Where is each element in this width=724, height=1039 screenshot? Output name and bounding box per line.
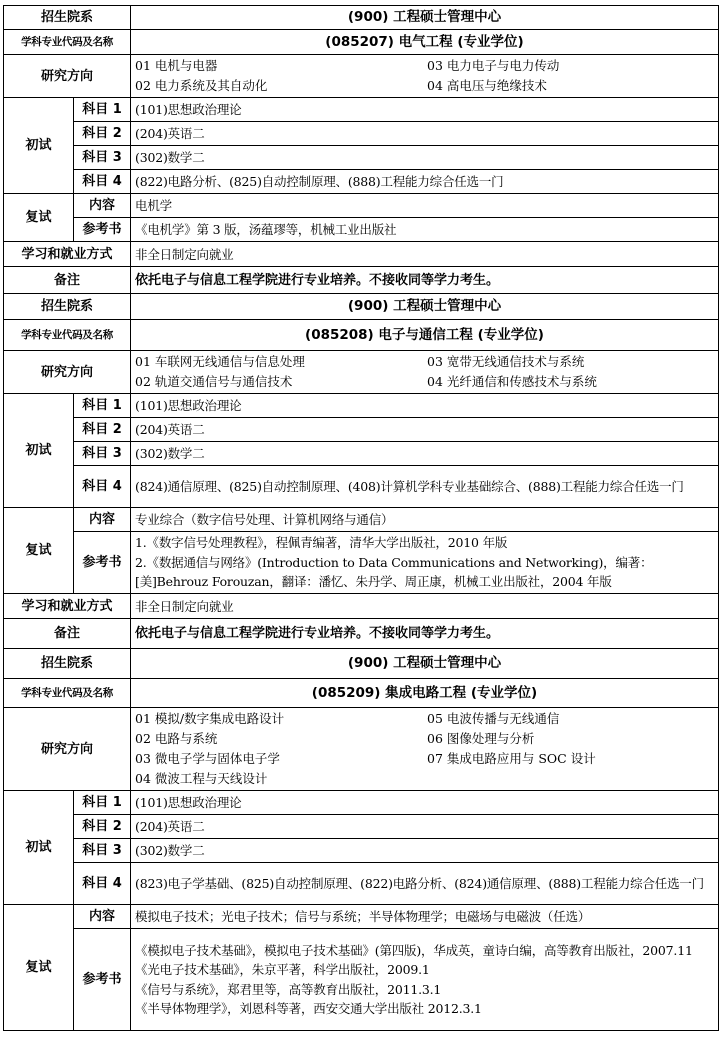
major-value: (085208) 电子与通信工程 (专业学位)	[131, 320, 719, 351]
major-label: 学科专业代码及名称	[4, 679, 131, 708]
school-label: 招生院系	[4, 649, 131, 679]
subject-3-label: 科目 3	[74, 839, 131, 863]
direction-list	[131, 708, 719, 791]
program-1-remark-row	[4, 267, 719, 294]
direction-item: 02 电力系统及其自动化	[135, 78, 268, 93]
direction-item: 04 微波工程与天线设计	[135, 771, 268, 786]
refbooks-value	[131, 532, 719, 594]
subject-4-label: 科目 4	[74, 170, 131, 194]
program-3-school-row	[4, 649, 719, 679]
refbook-item: 《电机学》第 3 版，汤蕴璆等，机械工业出版社	[135, 221, 397, 237]
subject-2-value: (204)英语二	[131, 418, 719, 442]
school-value: (900) 工程硕士管理中心	[131, 294, 719, 320]
direction-item: 07 集成电路应用与 SOC 设计	[427, 751, 596, 766]
program-1-subject-2-row	[4, 122, 719, 146]
major-label: 学科专业代码及名称	[4, 30, 131, 55]
subject-4-label: 科目 4	[74, 466, 131, 508]
refbook-item: 《半导体物理学》，刘恩科等著，西安交通大学出版社 2012.3.1	[135, 1001, 482, 1016]
remark-value: 依托电子与信息工程学院进行专业培养。不接收同等学力考生。	[131, 267, 719, 294]
refbook-item: 《模拟电子技术基础》，模拟电子技术基础》(第四版)，华成英，童诗白编，高等教育出版社，2007.11	[135, 942, 693, 958]
direction-item: 03 微电子学与固体电子学	[135, 751, 280, 766]
school-value: (900) 工程硕士管理中心	[131, 649, 719, 679]
program-3-major-row	[4, 679, 719, 708]
program-3-subject-2-row	[4, 815, 719, 839]
program-2-subject-3-row	[4, 442, 719, 466]
refbooks-label: 参考书	[74, 218, 131, 242]
program-1-subject-3-row	[4, 146, 719, 170]
subject-1-label: 科目 1	[74, 791, 131, 815]
direction-item: 05 电波传播与无线通信	[427, 711, 560, 726]
refbook-item: 《信号与系统》，郑君里等，高等教育出版社，2011.3.1	[135, 981, 442, 997]
program-2-subject-4-row	[4, 466, 719, 508]
subject-4-value: (824)通信原理、(825)自动控制原理、(408)计算机学科专业基础综合、(888)工程能力综合任选一门	[131, 466, 719, 508]
program-1-refbook-row	[4, 218, 719, 242]
subject-4-label: 科目 4	[74, 863, 131, 905]
program-1-subject-1-row	[4, 98, 719, 122]
refbook-item: 2.《数据通信与网络》(Introduction to Data Communications and Networking)，编著：[美]Behrouz Forouzan，翻译：潘忆、朱丹学、周正康，机械工业出版社，2004 年版	[135, 554, 653, 590]
remark-label: 备注	[4, 267, 131, 294]
program-3-subject-1-row	[4, 791, 719, 815]
subject-3-value: (302)数学二	[131, 839, 719, 863]
subject-1-value: (101)思想政治理论	[131, 791, 719, 815]
major-label: 学科专业代码及名称	[4, 320, 131, 351]
school-label: 招生院系	[4, 6, 131, 30]
direction-item: 06 图像处理与分析	[427, 731, 535, 746]
retest-content-value: 专业综合（数字信号处理、计算机网络与通信）	[131, 508, 719, 532]
school-value: (900) 工程硕士管理中心	[131, 6, 719, 30]
refbooks-label: 参考书	[74, 532, 131, 594]
school-label: 招生院系	[4, 294, 131, 320]
program-2-retest-content-row	[4, 508, 719, 532]
major-value: (085207) 电气工程 (专业学位)	[131, 30, 719, 55]
direction-label: 研究方向	[4, 351, 131, 394]
subject-1-value: (101)思想政治理论	[131, 98, 719, 122]
direction-label: 研究方向	[4, 708, 131, 791]
program-2-remark-row	[4, 619, 719, 649]
prelim-label: 初试	[4, 791, 74, 905]
direction-list	[131, 351, 719, 394]
subject-4-value: (822)电路分析、(825)自动控制原理、(888)工程能力综合任选一门	[131, 170, 719, 194]
refbook-item: 1.《数字信号处理教程》，程佩青编著，清华大学出版社，2010 年版	[135, 535, 508, 551]
program-3-refbook-row	[4, 929, 719, 1031]
subject-2-value: (204)英语二	[131, 122, 719, 146]
program-3-subject-4-row	[4, 863, 719, 905]
refbooks-label: 参考书	[74, 929, 131, 1031]
program-1-study-mode-row	[4, 242, 719, 267]
direction-item	[427, 769, 714, 789]
subject-2-label: 科目 2	[74, 418, 131, 442]
retest-content-value: 模拟电子技术；光电子技术；信号与系统；半导体物理学；电磁场与电磁波（任选）	[131, 905, 719, 929]
direction-item: 01 电机与电器	[135, 58, 218, 73]
program-1-retest-content-row	[4, 194, 719, 218]
direction-item: 04 高电压与绝缘技术	[427, 78, 547, 93]
direction-item: 02 轨道交通信号与通信技术	[135, 374, 293, 389]
remark-label: 备注	[4, 619, 131, 649]
program-2-direction-row	[4, 351, 719, 394]
subject-1-label: 科目 1	[74, 98, 131, 122]
study-mode-value: 非全日制定向就业	[131, 594, 719, 619]
major-value: (085209) 集成电路工程 (专业学位)	[131, 679, 719, 708]
program-1-direction-row	[4, 55, 719, 98]
content-label: 内容	[74, 194, 131, 218]
subject-3-value: (302)数学二	[131, 146, 719, 170]
program-2-school-row	[4, 294, 719, 320]
program-1-school-row	[4, 6, 719, 30]
program-2-refbook-row	[4, 532, 719, 594]
subject-4-value: (823)电子学基础、(825)自动控制原理、(822)电路分析、(824)通信原理、(888)工程能力综合任选一门	[131, 863, 719, 905]
program-1-subject-4-row	[4, 170, 719, 194]
subject-3-value: (302)数学二	[131, 442, 719, 466]
subject-1-label: 科目 1	[74, 394, 131, 418]
program-3-retest-content-row	[4, 905, 719, 929]
direction-item: 03 宽带无线通信技术与系统	[427, 354, 585, 369]
subject-2-label: 科目 2	[74, 122, 131, 146]
content-label: 内容	[74, 905, 131, 929]
program-2-study-mode-row	[4, 594, 719, 619]
program-3-subject-3-row	[4, 839, 719, 863]
refbooks-value	[131, 929, 719, 1031]
retest-label: 复试	[4, 508, 74, 594]
direction-item: 04 光纤通信和传感技术与系统	[427, 374, 597, 389]
subject-3-label: 科目 3	[74, 442, 131, 466]
prelim-label: 初试	[4, 394, 74, 508]
program-3-direction-row	[4, 708, 719, 791]
study-mode-label: 学习和就业方式	[4, 242, 131, 267]
subject-1-value: (101)思想政治理论	[131, 394, 719, 418]
direction-list	[131, 55, 719, 98]
program-2-subject-2-row	[4, 418, 719, 442]
subject-3-label: 科目 3	[74, 146, 131, 170]
program-2-major-row	[4, 320, 719, 351]
direction-item: 03 电力电子与电力传动	[427, 58, 560, 73]
program-1-major-row	[4, 30, 719, 55]
refbook-item: 《光电子技术基础》，朱京平著，科学出版社，2009.1	[135, 962, 430, 977]
retest-content-value: 电机学	[131, 194, 719, 218]
admission-table	[3, 5, 719, 1031]
direction-item: 01 车联网无线通信与信息处理	[135, 354, 305, 369]
direction-label: 研究方向	[4, 55, 131, 98]
refbooks-value	[131, 218, 719, 242]
subject-2-value: (204)英语二	[131, 815, 719, 839]
direction-item: 01 模拟/数字集成电路设计	[135, 711, 285, 726]
prelim-label: 初试	[4, 98, 74, 194]
study-mode-label: 学习和就业方式	[4, 594, 131, 619]
subject-2-label: 科目 2	[74, 815, 131, 839]
retest-label: 复试	[4, 905, 74, 1031]
remark-value: 依托电子与信息工程学院进行专业培养。不接收同等学力考生。	[131, 619, 719, 649]
retest-label: 复试	[4, 194, 74, 242]
program-2-subject-1-row	[4, 394, 719, 418]
direction-item: 02 电路与系统	[135, 731, 218, 746]
content-label: 内容	[74, 508, 131, 532]
study-mode-value: 非全日制定向就业	[131, 242, 719, 267]
